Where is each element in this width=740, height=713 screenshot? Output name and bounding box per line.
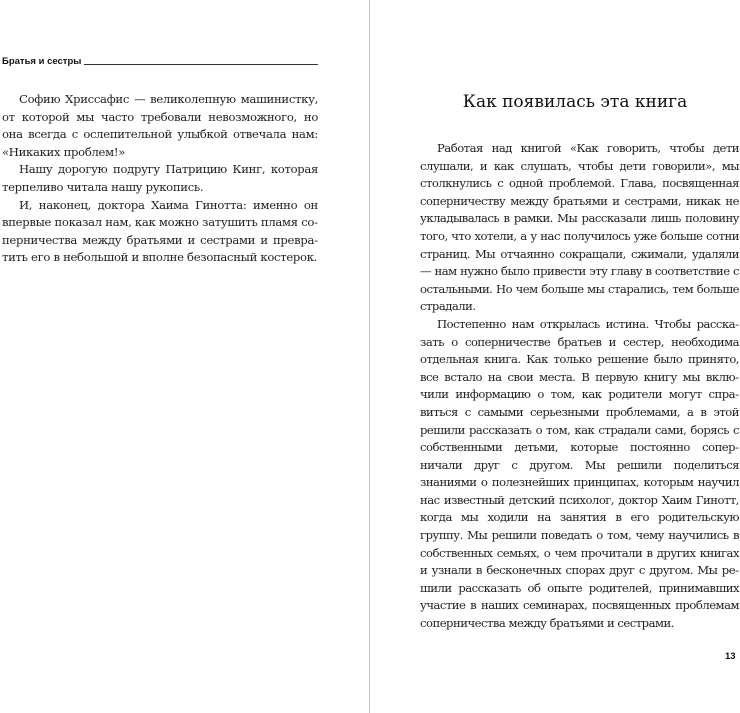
running-head-rule <box>84 64 318 65</box>
paragraph: И, наконец, доктора Хаима Гинотта: именно он впервые показал нам, как можно затушить пламя соперничества между братьями и сестрами и превратить его в небольшой и вполне безопасный костерок. <box>2 197 318 265</box>
paragraph: Софию Хриссафис — великолепную машинистку, от которой мы часто требовали невозможного, но она всегда с ослепительной улыбкой отвечала нам: «Никаких проблем!» <box>2 92 318 159</box>
right-page <box>370 0 740 713</box>
paragraph: Работая над книгой «Как говорить, чтобы дети слушали, и как слушать, чтобы дети говорили», мы столкнулись с одной проблемой. Глава, посвященная соперничеству между братьями и сестрами, никак не укладывалась в рамки. Мы рассказали лишь половину того, что хотели, а у нас получилось уже больше сотни страниц. Мы отчаянно сокращали, сжимали, удаляли — нам нужно было привести эту главу в соответствие с остальными. Но чем больше мы старались, тем больше страдали. <box>420 141 739 314</box>
paragraph: Нашу дорогую подругу Патрицию Кинг, которая терпеливо читала нашу рукопись. <box>2 162 318 194</box>
left-page-body <box>2 91 318 267</box>
paragraph: Постепенно нам открылась истина. Чтобы рассказать о соперничестве братьев и сестер, необходима отдельная книга. Как только решение было принято, все встало на свои места. В первую книгу мы включили информацию о том, как родители могут справиться с самыми серьезными проблемами, а в этой решили рассказать о том, как страдали сами, борясь с собственными детьми, которые постоянно соперничали друг с другом. Мы решили поделиться знаниями о полезнейших принципах, которым научил нас известный детский психолог, доктор Хаим Гинотт, когда мы ходили на занятия в его родительскую группу. Мы решили поведать о том, чему научились в собственных семьях, о чем прочитали в других книгах и узнали в бесконечных спорах друг с другом. Мы решили рассказать об опыте родителей, принимавших участие в наших семинарах, посвященных проблемам соперничества между братьями и сестрами. <box>420 316 739 631</box>
running-head-title: Братья и сестры <box>2 56 82 67</box>
chapter-title: Как появилась эта книга <box>462 92 688 112</box>
left-page <box>0 0 369 713</box>
right-page-body <box>420 140 739 633</box>
page-number: 13 <box>725 651 736 662</box>
running-head <box>2 56 318 67</box>
